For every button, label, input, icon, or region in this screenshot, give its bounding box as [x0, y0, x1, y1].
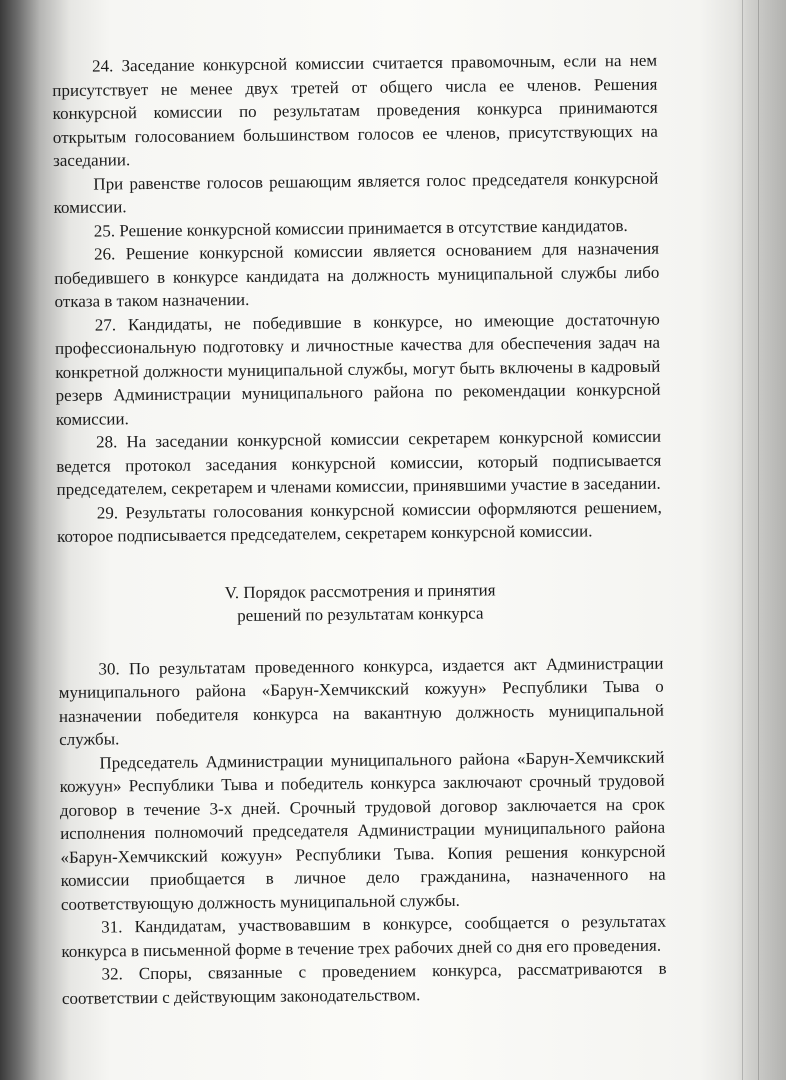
section-heading-line2: решений по результатам конкурса	[237, 603, 484, 626]
paragraph-27: 27. Кандидаты, не победившие в конкурсе, но имеющие достаточную профессиональную подготовку и личностные качества для обеспечения задач на конкретной должности муниципальной службы, могут быть включены в кадровый резерв Администрации муниципального района по рекомендации конкурсной комиссии.	[54, 309, 661, 429]
paragraph-31: 31. Кандидатам, участвовавшим в конкурсе, сообщается о результатах конкурса в письменной форме в течение трех рабочих дней со дня его проведения.	[61, 911, 667, 961]
paragraph-30: 30. По результатам проведенного конкурса, издается акт Администрации муниципального района «Барун-Хемчикский кожуун» Республики Тыва о назначении победителя конкурса на вакантную должность муниципальной службы.	[58, 653, 664, 749]
document-body	[52, 49, 667, 1010]
section-heading	[58, 576, 663, 629]
paragraph-24: 24. Заседание конкурсной комиссии считается правомочным, если на нем присутствует не менее двух третей от общего числа ее членов. Решения конкурсной комиссии по результатам проведения конкурса принимаются открытым голосованием большинством голосов ее членов, присутствующих на заседании.	[52, 50, 658, 170]
paragraph-28: 28. На заседании конкурсной комиссии секретарем конкурсной комиссии ведется протокол заседания конкурсной комиссии, который подписывается председателем, секретарем и членами комиссии, принявшими участие в заседании.	[56, 426, 662, 499]
page-edge-line	[742, 0, 743, 1080]
paragraph-25: 25. Решение конкурсной комиссии принимается в отсутствие кандидатов.	[93, 215, 628, 241]
paragraph-32: 32. Споры, связанные с проведением конкурса, рассматриваются в соответствии с действующим законодательством.	[61, 958, 667, 1008]
paragraph-24-tie: При равенстве голосов решающим является голос председателя конкурсной комиссии.	[53, 168, 659, 217]
paragraph-26: 26. Решение конкурсной комиссии является основанием для назначения победившего в конкурсе кандидата на должность муниципальной службы либо отказа в таком назначении.	[54, 238, 660, 311]
section-heading-line1: V. Порядок рассмотрения и принятия	[224, 579, 496, 602]
paragraph-30-contract: Председатель Администрации муниципального района «Барун-Хемчикский кожуун» Республики Тыва и победитель конкурса заключают срочный трудовой договор в течение 3-х дней. Срочный трудовой договор заключается на срок исполнения полномочий председателя Администрации муниципального района «Барун-Хемчикский кожуун» Республики Тыва. Копия решения конкурсной комиссии приобщается в личное дело гражданина, назначенного на соответствующую должность муниципальной службы.	[59, 747, 666, 914]
paragraph-29: 29. Результаты голосования конкурсной комиссии оформляются решением, которое подписывается председателем, секретарем конкурсной комиссии.	[56, 497, 662, 546]
page-right-shadow	[736, 0, 786, 1080]
page-edge-line	[758, 0, 759, 1080]
